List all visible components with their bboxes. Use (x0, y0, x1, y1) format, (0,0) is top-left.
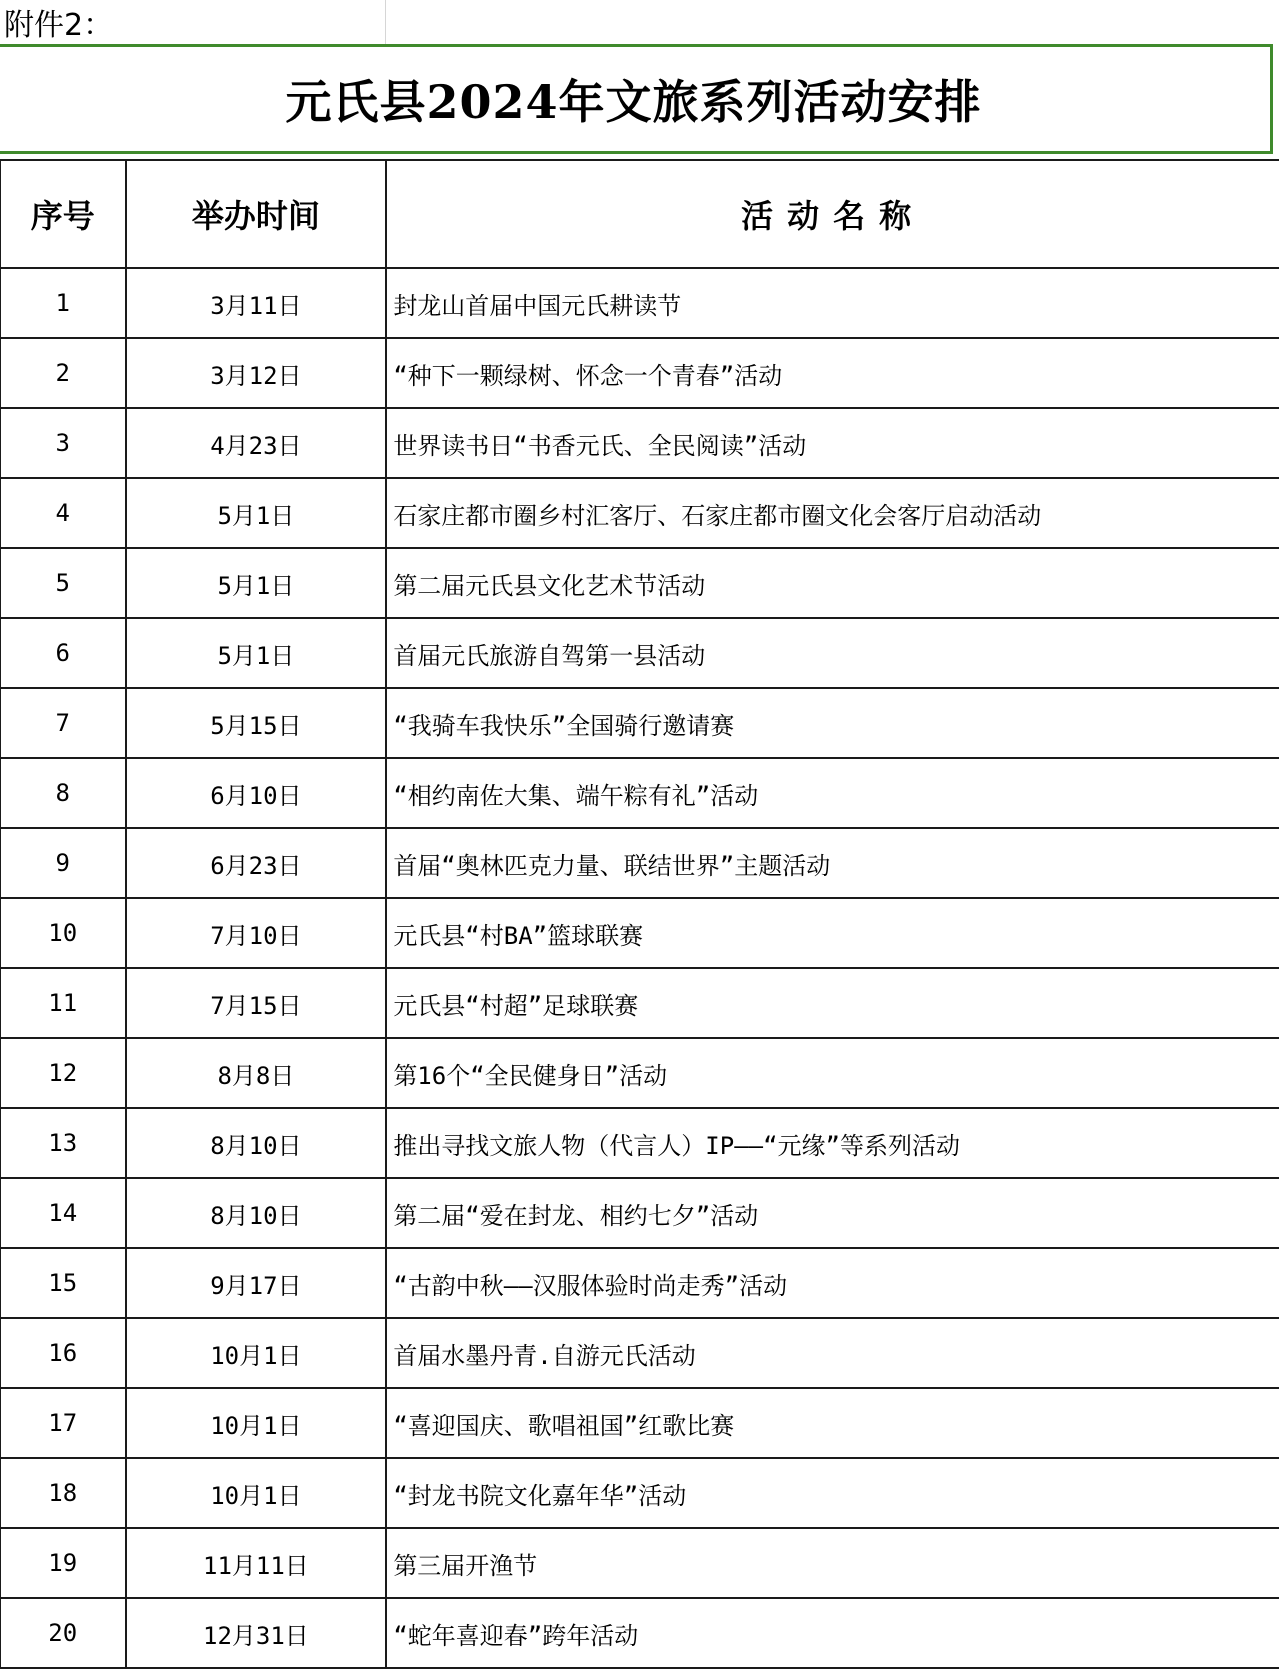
cell-date[interactable]: 12月31日 (126, 1598, 387, 1668)
table-row (0, 548, 1279, 618)
cell-activity-name[interactable]: 第三届开渔节 (386, 1528, 1279, 1598)
table-row (0, 1038, 1279, 1108)
table-row (0, 688, 1279, 758)
cell-seq[interactable]: 3 (0, 408, 126, 478)
table-row (0, 1108, 1279, 1178)
table-row (0, 828, 1279, 898)
cell-activity-name[interactable]: “封龙书院文化嘉年华”活动 (386, 1458, 1279, 1528)
table-row (0, 1528, 1279, 1598)
cell-activity-name[interactable]: “我骑车我快乐”全国骑行邀请赛 (386, 688, 1279, 758)
cell-activity-name[interactable]: 首届元氏旅游自驾第一县活动 (386, 618, 1279, 688)
table-row (0, 408, 1279, 478)
cell-activity-name[interactable]: 元氏县“村超”足球联赛 (386, 968, 1279, 1038)
cell-date[interactable]: 5月1日 (126, 618, 387, 688)
header-date[interactable]: 举办时间 (126, 160, 387, 268)
activity-table (0, 159, 1279, 1669)
cell-seq[interactable]: 2 (0, 338, 126, 408)
cell-date[interactable]: 10月1日 (126, 1388, 387, 1458)
cell-seq[interactable]: 4 (0, 478, 126, 548)
cell-activity-name[interactable]: 第二届“爱在封龙、相约七夕”活动 (386, 1178, 1279, 1248)
header-row (0, 160, 1279, 268)
cell-activity-name[interactable]: 封龙山首届中国元氏耕读节 (386, 268, 1279, 338)
cell-date[interactable]: 8月8日 (126, 1038, 387, 1108)
header-name[interactable]: 活动名称 (386, 160, 1279, 268)
table-row (0, 478, 1279, 548)
table-row (0, 618, 1279, 688)
table-row (0, 758, 1279, 828)
cell-date[interactable]: 3月12日 (126, 338, 387, 408)
cell-seq[interactable]: 11 (0, 968, 126, 1038)
cell-activity-name[interactable]: 首届“奥林匹克力量、联结世界”主题活动 (386, 828, 1279, 898)
cell-seq[interactable]: 10 (0, 898, 126, 968)
header-seq[interactable]: 序号 (0, 160, 126, 268)
attachment-label: 附件2： (4, 8, 114, 43)
cell-date[interactable]: 9月17日 (126, 1248, 387, 1318)
cell-activity-name[interactable]: “蛇年喜迎春”跨年活动 (386, 1598, 1279, 1668)
cell-date[interactable]: 10月1日 (126, 1318, 387, 1388)
cell-date[interactable]: 5月1日 (126, 548, 387, 618)
cell-date[interactable]: 7月15日 (126, 968, 387, 1038)
cell-seq[interactable]: 6 (0, 618, 126, 688)
table-row (0, 338, 1279, 408)
cell-activity-name[interactable]: 推出寻找文旅人物（代言人）IP——“元缘”等系列活动 (386, 1108, 1279, 1178)
cell-seq[interactable]: 12 (0, 1038, 126, 1108)
table-row (0, 1178, 1279, 1248)
cell-date[interactable]: 6月23日 (126, 828, 387, 898)
cell-date[interactable]: 11月11日 (126, 1528, 387, 1598)
cell-activity-name[interactable]: 石家庄都市圈乡村汇客厅、石家庄都市圈文化会客厅启动活动 (386, 478, 1279, 548)
cell-date[interactable]: 10月1日 (126, 1458, 387, 1528)
table-row (0, 1248, 1279, 1318)
cell-seq[interactable]: 14 (0, 1178, 126, 1248)
cell-seq[interactable]: 1 (0, 268, 126, 338)
title-cell[interactable] (0, 44, 1273, 154)
cell-date[interactable]: 6月10日 (126, 758, 387, 828)
table-row (0, 1598, 1279, 1668)
cell-date[interactable]: 8月10日 (126, 1178, 387, 1248)
cell-seq[interactable]: 18 (0, 1458, 126, 1528)
cell-seq[interactable]: 8 (0, 758, 126, 828)
cell-seq[interactable]: 16 (0, 1318, 126, 1388)
cell-date[interactable]: 3月11日 (126, 268, 387, 338)
cell-seq[interactable]: 5 (0, 548, 126, 618)
cell-seq[interactable]: 20 (0, 1598, 126, 1668)
cell-activity-name[interactable]: “相约南佐大集、端午粽有礼”活动 (386, 758, 1279, 828)
table-row (0, 968, 1279, 1038)
cell-date[interactable]: 7月10日 (126, 898, 387, 968)
table-row (0, 898, 1279, 968)
cell-seq[interactable]: 19 (0, 1528, 126, 1598)
cell-date[interactable]: 5月15日 (126, 688, 387, 758)
table-row (0, 268, 1279, 338)
cell-activity-name[interactable]: “古韵中秋——汉服体验时尚走秀”活动 (386, 1248, 1279, 1318)
cell-seq[interactable]: 13 (0, 1108, 126, 1178)
page-title: 元氏县2024年文旅系列活动安排 (285, 75, 982, 129)
cell-seq[interactable]: 15 (0, 1248, 126, 1318)
table-row (0, 1318, 1279, 1388)
cell-date[interactable]: 5月1日 (126, 478, 387, 548)
cell-seq[interactable]: 7 (0, 688, 126, 758)
cell-activity-name[interactable]: “喜迎国庆、歌唱祖国”红歌比赛 (386, 1388, 1279, 1458)
table-row (0, 1458, 1279, 1528)
cell-date[interactable]: 8月10日 (126, 1108, 387, 1178)
cell-activity-name[interactable]: 世界读书日“书香元氏、全民阅读”活动 (386, 408, 1279, 478)
sheet-gridline (385, 0, 386, 44)
cell-seq[interactable]: 17 (0, 1388, 126, 1458)
cell-activity-name[interactable]: 第二届元氏县文化艺术节活动 (386, 548, 1279, 618)
cell-seq[interactable]: 9 (0, 828, 126, 898)
cell-activity-name[interactable]: 首届水墨丹青.自游元氏活动 (386, 1318, 1279, 1388)
cell-date[interactable]: 4月23日 (126, 408, 387, 478)
cell-activity-name[interactable]: 第16个“全民健身日”活动 (386, 1038, 1279, 1108)
cell-activity-name[interactable]: 元氏县“村BA”篮球联赛 (386, 898, 1279, 968)
cell-activity-name[interactable]: “种下一颗绿树、怀念一个青春”活动 (386, 338, 1279, 408)
table-row (0, 1388, 1279, 1458)
